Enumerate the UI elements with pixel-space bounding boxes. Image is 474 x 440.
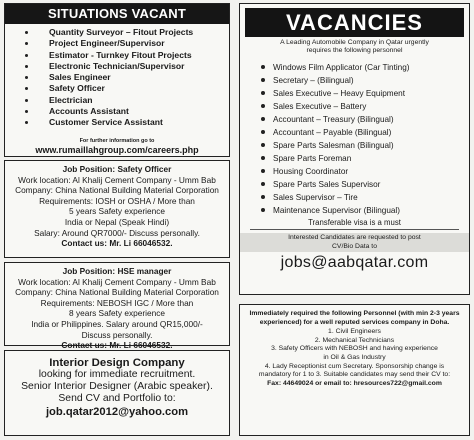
list-item: in Oil & Gas Industry <box>323 353 386 361</box>
visa-note: Transferable visa is a must <box>250 218 459 230</box>
job-line: Salary: Around QR7000/- Discuss personally. <box>34 227 200 238</box>
bullet-icon <box>25 110 28 113</box>
safety-officer-ad <box>4 160 230 258</box>
services-company-ad <box>239 304 470 436</box>
job-line: Requirements: NEBOSH IGC / More than <box>40 297 194 308</box>
careers-link[interactable]: www.rumaillahgroup.com/careers.php <box>35 144 199 155</box>
job-line: 5 years Safety experience <box>69 206 165 217</box>
list-item: Spare Parts Foreman <box>261 152 469 165</box>
bullet-icon <box>261 156 265 160</box>
bullet-icon <box>261 195 265 199</box>
list-item: Windows Film Applicator (Car Tinting) <box>261 61 469 74</box>
bullet-icon <box>25 42 28 45</box>
job-line: India or Philippines. Salary around QR15,000/- <box>31 318 203 329</box>
list-item: Accountant – Treasury (Bilingual) <box>261 113 469 126</box>
ad-line: Send CV and Portfolio to: <box>58 393 176 405</box>
bullet-icon <box>261 104 265 108</box>
vacancies-ad <box>239 3 470 295</box>
list-item: 2. Mechanical Technicians <box>314 336 395 344</box>
job-title: Job Position: Safety Officer <box>62 164 172 174</box>
info-text: For further information go to <box>79 137 155 144</box>
vacancies-intro: A Leading Automobile Company in Qatar urgently requires the following personnel <box>280 39 429 55</box>
bullet-icon <box>261 130 265 134</box>
bullet-icon <box>261 65 265 69</box>
bullet-icon <box>261 91 265 95</box>
list-item: Customer Service Assistant <box>25 117 229 128</box>
job-title: Job Position: HSE manager <box>62 266 172 276</box>
list-item: Spare Parts Sales Supervisor <box>261 178 469 191</box>
job-line: Work location: Al Khalij Cement Company - Umm Bab <box>18 174 216 185</box>
list-item: Spare Parts Salesman (Bilingual) <box>261 139 469 152</box>
job-line: Company: China National Building Material Corporation <box>15 287 219 298</box>
list-item: Housing Coordinator <box>261 165 469 178</box>
bullet-icon <box>261 78 265 82</box>
situations-list <box>5 24 229 129</box>
list-item: Accountant – Payable (Bilingual) <box>261 126 469 139</box>
job-line: India or Nepal (Speak Hindi) <box>64 216 170 227</box>
job-contact: Contact us: Mr. Li 66046532. <box>61 238 173 249</box>
list-item: 3. Safety Officers with NEBOSH and having experience <box>271 345 438 353</box>
list-item: Sales Executive – Heavy Equipment <box>261 87 469 100</box>
list-item: Electronic Technician/Supervisor <box>25 61 229 72</box>
bullet-icon <box>25 87 28 90</box>
list-item: Maintenance Supervisor (Bilingual) <box>261 204 469 217</box>
situations-vacant-ad <box>4 3 230 157</box>
cv-instructions: Interested Candidates are requested to post CV/Bio Data to <box>240 233 469 253</box>
bullet-icon <box>25 65 28 68</box>
job-line: Work location: Al Khalij Cement Company - Umm Bab <box>18 276 216 287</box>
list-item: Quantity Surveyor – Fitout Projects <box>25 27 229 38</box>
situations-vacant-title: SITUATIONS VACANT <box>5 4 229 24</box>
list-item: 4. Lady Receptionist cum Secretary. Sponsorship change is <box>264 362 445 370</box>
hse-manager-ad <box>4 262 230 351</box>
list-item: Project Engineer/Supervisor <box>25 38 229 49</box>
list-item: Sales Executive – Battery <box>261 100 469 113</box>
contact-email[interactable]: jobs@aabqatar.com <box>280 254 429 272</box>
bullet-icon <box>25 121 28 124</box>
job-line: 8 years Safety experience <box>69 308 165 319</box>
bullet-icon <box>25 99 28 102</box>
company-name: Interior Design Company <box>49 357 185 369</box>
bullet-icon <box>261 117 265 121</box>
bullet-icon <box>25 76 28 79</box>
list-item: Electrician <box>25 95 229 106</box>
ad-line: Senior Interior Designer (Arabic speaker). <box>21 381 213 393</box>
interior-design-ad <box>4 350 230 436</box>
list-item: Sales Supervisor – Tire <box>261 191 469 204</box>
contact-email[interactable]: job.qatar2012@yahoo.com <box>45 405 189 418</box>
vacancies-title: VACANCIES <box>245 8 464 37</box>
vacancies-list <box>240 61 469 217</box>
ad-lead: Immediately required the following Personnel (with min 2-3 years experienced) for a well reputed services company in Doha. <box>249 310 460 326</box>
services-list <box>240 328 469 380</box>
list-item: Accounts Assistant <box>25 106 229 117</box>
bullet-icon <box>261 208 265 212</box>
list-item: Secretary – (Bilingual) <box>261 74 469 87</box>
list-item: Sales Engineer <box>25 72 229 83</box>
list-item: mandatory for 1 to 3. Suitable candidates may send their CV to: <box>258 371 451 379</box>
list-item: Estimator - Turnkey Fitout Projects <box>25 50 229 61</box>
bullet-icon <box>261 143 265 147</box>
fax-email-contact[interactable]: Fax: 44649024 or email to: hresources722@gmail.com <box>267 379 442 387</box>
job-line: Company: China National Building Material Corporation <box>15 185 219 196</box>
bullet-icon <box>261 169 265 173</box>
bullet-icon <box>25 31 28 34</box>
job-line: Requirements: IOSH or OSHA / More than <box>39 195 195 206</box>
list-item: Safety Officer <box>25 83 229 94</box>
job-line: Discuss personally. <box>81 329 153 340</box>
list-item: 1. Civil Engineers <box>328 328 381 336</box>
ad-line: looking for immediate recruitment. <box>38 369 196 380</box>
job-contact: Contact us: Mr. Li 66046532. <box>61 340 173 351</box>
bullet-icon <box>261 182 265 186</box>
bullet-icon <box>25 54 28 57</box>
